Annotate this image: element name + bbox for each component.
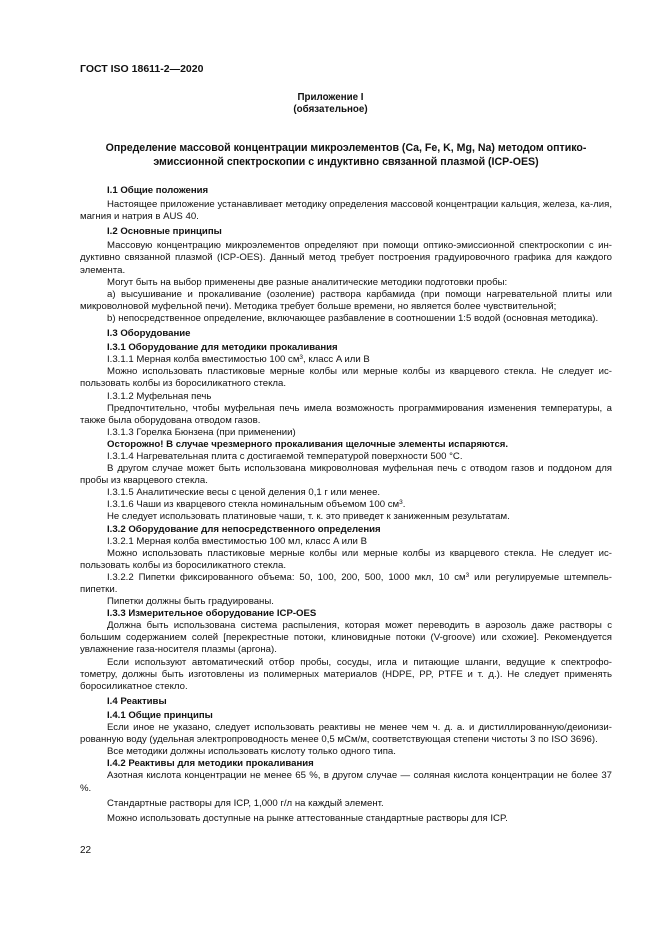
- section-heading: I.4 Реактивы: [107, 695, 167, 707]
- paragraph: Можно использовать доступные на рынке аттестованные стандартные растворы для ICP.: [107, 812, 508, 824]
- paragraph: I.3.1.5 Аналитические весы с ценой деления 0,1 г или менее.: [107, 487, 381, 499]
- appendix-status: (обязательное): [293, 104, 368, 115]
- paragraph: I.3.1.3 Горелка Бюнзена (при применении): [107, 426, 296, 438]
- paragraph: I.3.1.6 Чаши из кварцевого стекла номинальным объемом 100 $см^3$.: [107, 499, 406, 511]
- document-body: [80, 181, 612, 825]
- paragraph: Азотная кислота концентрации не менее 65 %, в другом случае — соляная кислота концентрации не более 37 %.: [80, 770, 612, 794]
- page-number: 22: [80, 845, 92, 856]
- paragraph: Если используют автоматический отбор пробы, сосуды, игла и питающие шланги, ведущие к спектрофо-тометру, должны быть изготовлены из полимерных материалов (HDPE, PP, PTFE и т. д.). Не следует применять боросиликатное стекло.: [80, 656, 612, 692]
- paragraph: Можно использовать пластиковые мерные колбы или мерные колбы из кварцевого стекла. Не следует ис-пользовать колбы из боросиликатного стекла.: [80, 366, 612, 390]
- paragraph: Если иное не указано, следует использовать реактивы не менее чем ч. д. а. и дистиллированную/деионизи-рованную воду (удельная электропроводность менее 0,5 мСм/м, соответствующая степени чистоты 3 по ISO 3696).: [80, 722, 612, 746]
- paragraph: I.3.1.2 Муфельная печь: [107, 390, 212, 402]
- paragraph: Должна быть использована система распыления, которая может переводить в аэрозоль даже растворы с большим содержанием солей [перекрестные потоки, клиновидные потоки (V-groove) или схожие]. Рекомендуется увлажнение газа-носителя плазмы (аргона).: [80, 620, 612, 656]
- section-heading: I.3 Оборудование: [107, 328, 191, 340]
- standard-header: ГОСТ ISO 18611-2—2020: [80, 63, 204, 75]
- paragraph: b) непосредственное определение, включающее разбавление в соотношении 1:5 водой (основная методика).: [107, 312, 599, 324]
- title-line-2: эмиссионной спектроскопии с индуктивно связанной плазмой (ICP-OES): [153, 156, 539, 168]
- paragraph: a) высушивание и прокаливание (озоление) раствора карбамида (при помощи нагревательной плиты или микроволновой муфельной печи). Методика требует больше времени, но является более чувствительной;: [80, 288, 612, 312]
- appendix-title: [80, 141, 612, 169]
- paragraph: В другом случае может быть использована микроволновая муфельная печь с отводом газов и поддоном для пробы из кварцевого стекла.: [80, 463, 612, 487]
- appendix-label: Приложение I: [297, 92, 364, 103]
- section-heading: I.2 Основные принципы: [107, 226, 222, 238]
- warning-text: Осторожно! В случае чрезмерного прокаливания щелочные элементы испаряются.: [107, 438, 509, 450]
- paragraph: Стандартные растворы для ICP, 1,000 г/л на каждый элемент.: [107, 797, 384, 809]
- paragraph: Можно использовать пластиковые мерные колбы или мерные колбы из кварцевого стекла. Не следует ис-пользовать колбы из боросиликатного стекла.: [80, 547, 612, 571]
- subsection-heading: I.4.1 Общие принципы: [107, 709, 213, 721]
- section-heading: I.1 Общие положения: [107, 185, 209, 196]
- subsection-heading: I.4.2 Реактивы для методики прокаливания: [107, 758, 314, 770]
- subsection-heading: I.3.3 Измерительное оборудование ICP-OES: [107, 608, 317, 620]
- paragraph: I.3.1.1 Мерная колба вместимостью 100 $см^3$, класс A или B: [107, 354, 370, 366]
- paragraph: I.3.2.2 Пипетки фиксированного объема: 50, 100, 200, 500, 1000 мкл, 10 $см^3$ или регулируемые штемпель-пипетки.: [80, 571, 612, 595]
- paragraph: Могут быть на выбор применены две разные аналитические методики подготовки пробы:: [107, 276, 508, 288]
- paragraph: Пипетки должны быть градуированы.: [107, 596, 274, 608]
- paragraph: I.3.2.1 Мерная колба вместимостью 100 мл, класс A или B: [107, 535, 367, 547]
- subsection-heading: I.3.1 Оборудование для методики прокаливания: [107, 342, 338, 354]
- subsection-heading: I.3.2 Оборудование для непосредственного определения: [107, 523, 381, 535]
- paragraph: I.3.1.4 Нагревательная плита с достигаемой температурой поверхности 500 °C.: [107, 450, 463, 462]
- title-line-1: Определение массовой концентрации микроэлементов (Ca, Fe, K, Mg, Na) методом оптико-: [105, 142, 587, 154]
- paragraph: Предпочтительно, чтобы муфельная печь имела возможность программирования изменения температуры, а также была оборудована отводом газов.: [80, 402, 612, 426]
- paragraph: Все методики должны использовать кислоту только одного типа.: [107, 746, 396, 758]
- paragraph: Массовую концентрацию микроэлементов определяют при помощи оптико-эмиссионной спектроскопии с ин-дуктивно связанной плазмой (ICP-OES). Данный метод требует построения градуировочного графика для каждого элемента.: [80, 240, 612, 276]
- paragraph: Не следует использовать платиновые чаши, т. к. это приведет к заниженным результатам.: [107, 511, 510, 523]
- paragraph: Настоящее приложение устанавливает методику определения массовой концентрации кальция, железа, ка-лия, магния и натрия в AUS 40.: [80, 199, 612, 223]
